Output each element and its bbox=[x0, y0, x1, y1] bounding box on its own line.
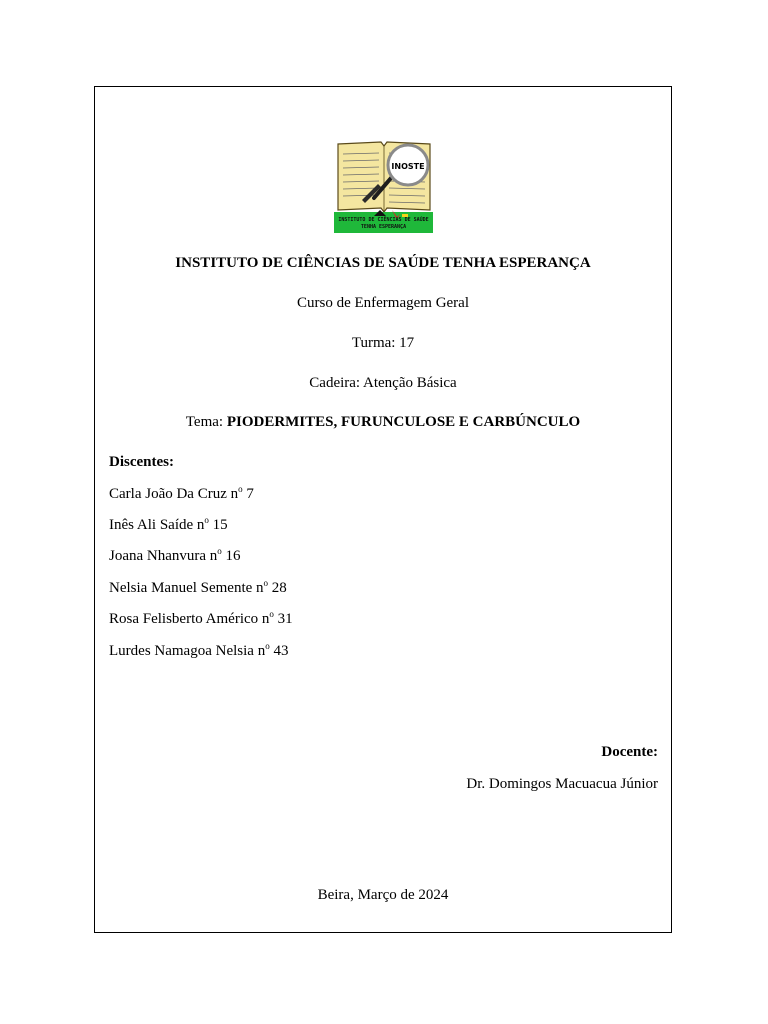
student-item: Inês Ali Saíde $n^o$ 15 bbox=[109, 515, 228, 533]
institution-name: INSTITUTO DE CIÊNCIAS DE SAÚDE TENHA ESPERANÇA bbox=[175, 255, 591, 271]
students-heading: Discentes: bbox=[109, 454, 174, 470]
logo-band-line1: INSTITUTO DE CIÊNCIAS DE SAÚDE bbox=[338, 217, 429, 223]
course-name: Curso de Enfermagem Geral bbox=[296, 295, 470, 311]
logo-magnifier-text: INOSTE bbox=[391, 162, 425, 171]
student-item: Joana Nhanvura $n^o$ 16 bbox=[109, 546, 241, 564]
student-item: Nelsia Manuel Semente $n^o$ 28 bbox=[109, 578, 287, 596]
student-item: Lurdes Namagoa Nelsia $n^o$ 43 bbox=[109, 641, 289, 659]
subject-name: Cadeira: Atenção Básica bbox=[309, 375, 457, 391]
theme-line bbox=[94, 413, 672, 431]
institute-logo bbox=[334, 140, 433, 233]
teacher-name: Dr. Domingos Macuacua Júnior bbox=[466, 776, 658, 792]
student-item: Carla João Da Cruz $n^o$ 7 bbox=[109, 484, 254, 502]
place-date: Beira, Março de 2024 bbox=[317, 887, 449, 903]
class-number: Turma: 17 bbox=[351, 335, 415, 351]
logo-band-line2: TENHA ESPERANÇA bbox=[360, 224, 407, 230]
teacher-heading: Docente: bbox=[601, 744, 658, 760]
theme-value: PIODERMITES, FURUNCULOSE E CARBÚNCULO bbox=[226, 414, 581, 430]
theme-label: Tema: bbox=[185, 414, 227, 430]
student-item: Rosa Felisberto Américo $n^o$ 31 bbox=[109, 609, 293, 627]
